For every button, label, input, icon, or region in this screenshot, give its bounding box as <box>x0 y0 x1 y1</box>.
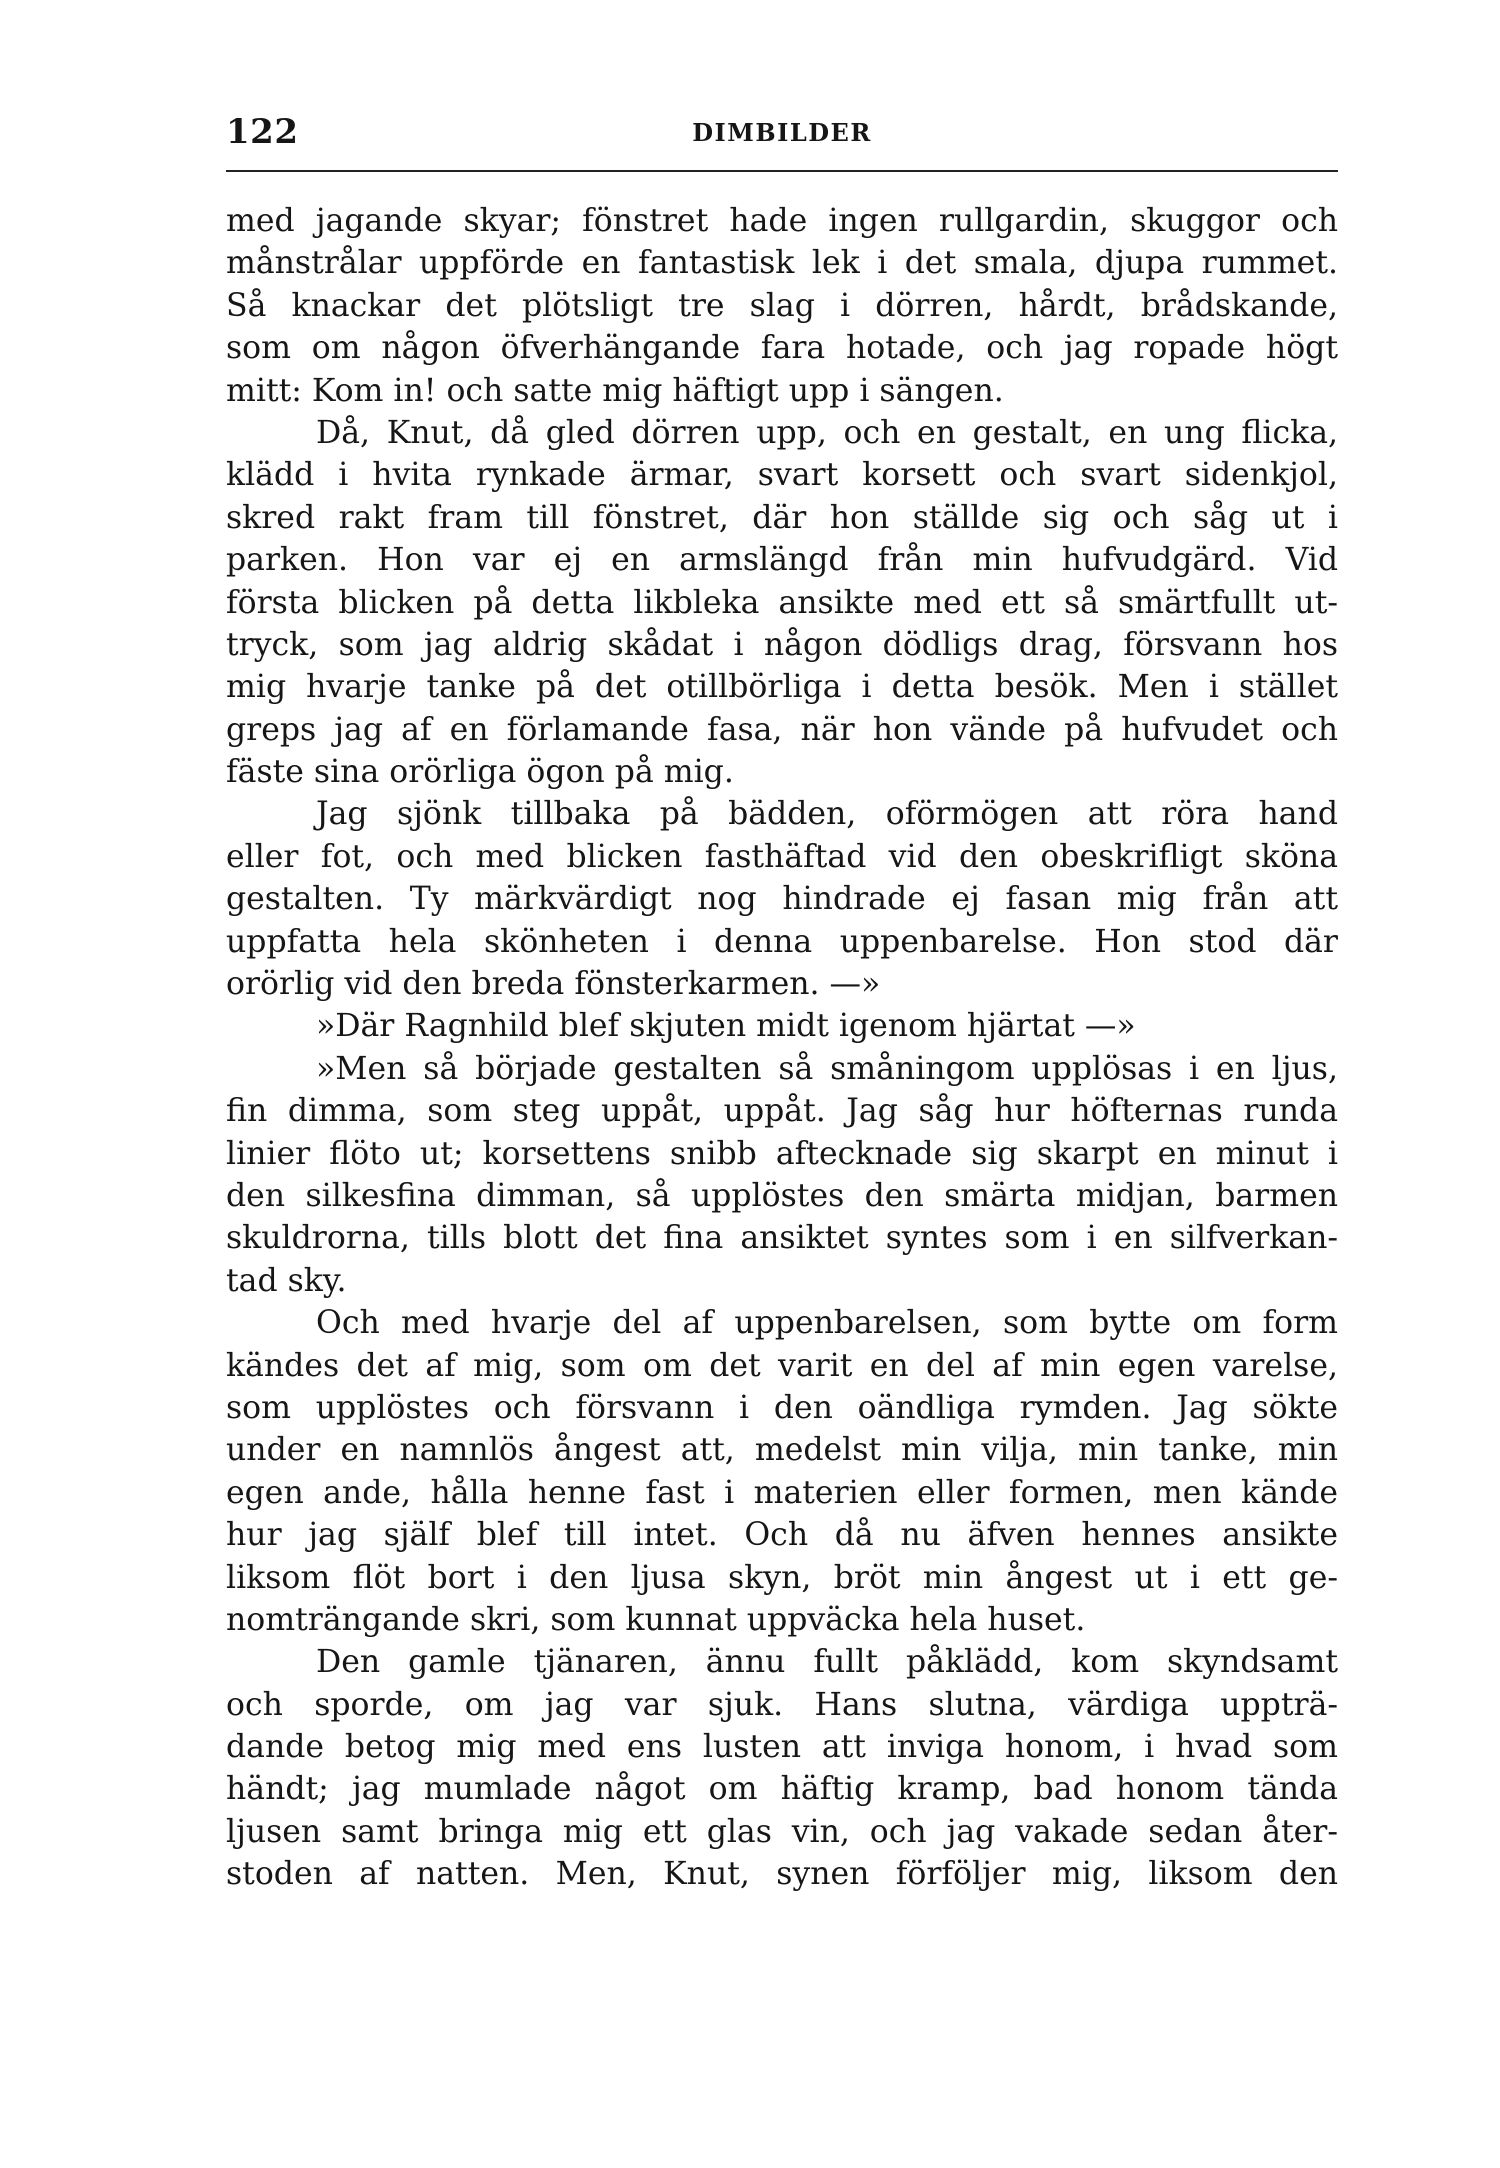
text-line: under en namnlös ångest att, medelst min vilja, min tanke, min <box>226 1432 1338 1469</box>
page-header <box>226 112 1338 164</box>
text-line: skuldrorna, tills blott det fina ansiktet syntes som i en silfverkan- <box>226 1220 1338 1257</box>
text-line: och sporde, om jag var sjuk. Hans slutna, värdiga uppträ- <box>226 1686 1338 1723</box>
text-line: fin dimma, som steg uppåt, uppåt. Jag såg hur höfternas runda <box>226 1093 1338 1130</box>
text-line: tryck, som jag aldrig skådat i någon dödligs drag, försvann hos <box>226 626 1338 663</box>
text-line: kändes det af mig, som om det varit en del af min egen varelse, <box>226 1347 1338 1384</box>
text-line: händt; jag mumlade något om häftig kramp, bad honom tända <box>226 1771 1338 1808</box>
text-line: skred rakt fram till fönstret, där hon ställde sig och såg ut i <box>226 499 1338 536</box>
text-line: parken. Hon var ej en armslängd från min hufvudgärd. Vid <box>226 542 1338 579</box>
text-line: tad sky. <box>226 1262 347 1299</box>
text-line: som om någon öfverhängande fara hotade, och jag ropade högt <box>226 330 1338 367</box>
text-line: dande betog mig med ens lusten att inviga honom, i hvad som <box>226 1729 1338 1766</box>
header-rule <box>226 170 1338 172</box>
text-line: egen ande, hålla henne fast i materien eller formen, men kände <box>226 1474 1338 1511</box>
text-line: »Där Ragnhild blef skjuten midt igenom hjärtat —» <box>316 1008 1136 1045</box>
text-line: gestalten. Ty märkvärdigt nog hindrade ej fasan mig från att <box>226 881 1338 918</box>
text-line: Den gamle tjänaren, ännu fullt påklädd, kom skyndsamt <box>316 1644 1338 1681</box>
text-line: uppfatta hela skönheten i denna uppenbarelse. Hon stod där <box>226 923 1338 960</box>
text-line: fäste sina orörliga ögon på mig. <box>226 754 734 791</box>
text-line: första blicken på detta likbleka ansikte med ett så smärtfullt ut- <box>226 584 1338 621</box>
text-line: Så knackar det plötsligt tre slag i dörren, hårdt, brådskande, <box>226 287 1338 324</box>
body-text <box>226 200 1338 1896</box>
text-line: eller fot, och med blicken fasthäftad vid den obeskrifligt sköna <box>226 838 1338 875</box>
page-number: 122 <box>226 112 299 152</box>
text-line: den silkesfina dimman, så upplöstes den smärta midjan, barmen <box>226 1177 1338 1214</box>
text-line: Då, Knut, då gled dörren upp, och en gestalt, en ung flicka, <box>316 414 1338 451</box>
text-line: Och med hvarje del af uppenbarelsen, som bytte om form <box>316 1305 1338 1342</box>
text-line: månstrålar uppförde en fantastisk lek i det smala, djupa rummet. <box>226 245 1338 282</box>
text-line: som upplöstes och försvann i den oändliga rymden. Jag sökte <box>226 1389 1338 1426</box>
text-line: ljusen samt bringa mig ett glas vin, och jag vakade sedan åter- <box>226 1813 1338 1850</box>
text-line: klädd i hvita rynkade ärmar, svart korsett och svart sidenkjol, <box>226 457 1338 494</box>
text-line: Jag sjönk tillbaka på bädden, oförmögen att röra hand <box>316 796 1338 833</box>
text-line: greps jag af en förlamande fasa, när hon vände på hufvudet och <box>226 711 1338 748</box>
running-head: DIMBILDER <box>692 118 872 147</box>
text-line: med jagande skyar; fönstret hade ingen rullgardin, skuggor och <box>226 203 1338 239</box>
text-line: hur jag själf blef till intet. Och då nu äfven hennes ansikte <box>226 1517 1338 1554</box>
text-line: orörlig vid den breda fönsterkarmen. —» <box>226 966 881 1003</box>
text-line: mitt: Kom in! och satte mig häftigt upp i sängen. <box>226 372 1004 409</box>
text-line: linier flöto ut; korsettens snibb aftecknade sig skarpt en minut i <box>226 1135 1338 1172</box>
text-line: mig hvarje tanke på det otillbörliga i detta besök. Men i stället <box>226 669 1338 706</box>
text-line: liksom flöt bort i den ljusa skyn, bröt min ångest ut i ett ge- <box>226 1559 1338 1596</box>
text-line: nomträngande skri, som kunnat uppväcka hela huset. <box>226 1601 1086 1638</box>
text-line: »Men så började gestalten så småningom upplösas i en ljus, <box>316 1050 1338 1087</box>
text-line: stoden af natten. Men, Knut, synen förföljer mig, liksom den <box>226 1856 1338 1893</box>
